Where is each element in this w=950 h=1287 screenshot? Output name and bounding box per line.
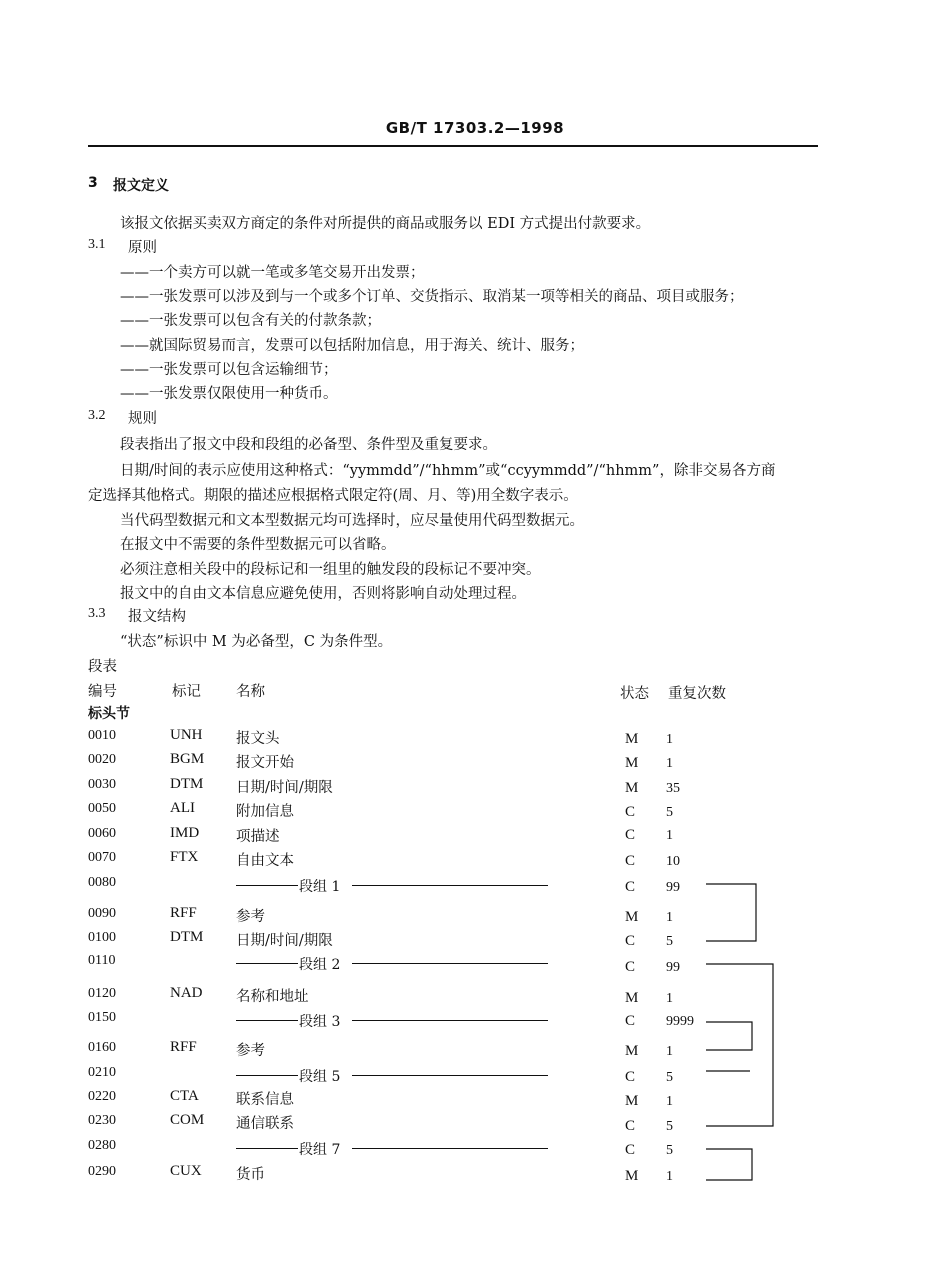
row-tag: IMD [170,825,200,841]
group-rule-left [236,1020,298,1021]
row-num: 0210 [88,1065,116,1080]
group-label: 段组 1 [299,879,341,895]
row-repeat: 5 [666,1119,673,1134]
row-num: 0150 [88,1010,116,1025]
rule-2b: 定选择其他格式。期限的描述应根据格式限定符(周、月、等)用全数字表示。 [88,488,578,504]
rule-2a: 日期/时间的表示应使用这种格式：“yymmdd”/“hhmm”或“ccyymmdd”/“hhmm”，除非交易各方商 [120,463,776,479]
principle-item: ——一张发票可以包含运输细节； [120,362,338,378]
row-name: 参考 [236,909,265,925]
group-rule-right [352,885,548,886]
row-repeat: 5 [666,805,673,820]
section-32-title: 规则 [128,411,157,427]
row-status: C [625,1142,636,1158]
rule-1: 段表指出了报文中段和段组的必备型、条件型及重复要求。 [120,437,497,453]
row-repeat: 1 [666,756,673,771]
row-repeat: 1 [666,991,673,1006]
group-rule-left [236,1075,298,1076]
section-3-title: 报文定义 [113,178,169,194]
row-status: C [625,827,636,843]
principle-item: ——一个卖方可以就一笔或多笔交易开出发票； [120,265,425,281]
row-name: 报文开始 [236,755,294,771]
row-name: 联系信息 [236,1092,294,1108]
row-num: 0230 [88,1113,116,1128]
row-num: 0090 [88,906,116,921]
group-rule-right [352,1148,548,1149]
col-header-status: 状态 [620,686,649,702]
row-tag: NAD [170,985,203,1001]
row-repeat: 1 [666,1169,673,1184]
row-num: 0030 [88,777,116,792]
row-status: C [625,804,636,820]
bracket-group-7 [706,1149,752,1180]
principle-item: ——一张发票可以涉及到与一个或多个订单、交货指示、取消某一项等相关的商品、项目或服务； [120,289,744,305]
row-num: 0100 [88,930,116,945]
group-label: 段组 5 [299,1069,341,1085]
row-repeat: 5 [666,1070,673,1085]
row-tag: ALI [170,800,195,816]
principle-item: ——一张发票仅限使用一种货币。 [120,386,338,402]
row-num: 0010 [88,728,116,743]
row-tag: UNH [170,727,203,743]
row-name: 附加信息 [236,804,294,820]
row-tag: DTM [170,776,204,792]
row-repeat: 1 [666,910,673,925]
row-status: C [625,933,636,949]
row-name: 项描述 [236,829,280,845]
col-header-repeat: 重复次数 [668,686,726,702]
row-tag: CUX [170,1163,202,1179]
row-num: 0160 [88,1040,116,1055]
page-header: GB/T 17303.2—1998 [385,119,565,137]
group-label: 段组 2 [299,957,341,973]
section-33-number: 3.3 [88,606,106,621]
row-repeat: 99 [666,960,680,975]
row-num: 0290 [88,1164,116,1179]
row-name: 名称和地址 [236,989,309,1005]
row-repeat: 1 [666,828,673,843]
section-31-number: 3.1 [88,237,106,252]
row-repeat: 10 [666,854,680,869]
group-rule-left [236,1148,298,1149]
section-32-number: 3.2 [88,408,106,423]
row-tag: COM [170,1112,205,1128]
row-repeat: 5 [666,934,673,949]
row-status: M [625,909,639,925]
header-rule [88,145,818,147]
col-header-num: 编号 [88,684,117,700]
bracket-group-1 [706,884,756,941]
bracket-group-3 [706,1022,752,1050]
rule-6: 报文中的自由文本信息应避免使用，否则将影响自动处理过程。 [120,586,526,602]
rule-3: 当代码型数据元和文本型数据元均可选择时，应尽量使用代码型数据元。 [120,513,584,529]
row-repeat: 1 [666,1094,673,1109]
rule-5: 必须注意相关段中的段标记和一组里的触发段的段标记不要冲突。 [120,562,541,578]
row-name: 日期/时间/期限 [236,933,333,949]
principle-item: ——就国际贸易而言，发票可以包括附加信息，用于海关、统计、服务； [120,338,584,354]
row-repeat: 35 [666,781,680,796]
row-tag: RFF [170,905,197,921]
row-status: C [625,879,636,895]
group-rule-left [236,885,298,886]
row-repeat: 99 [666,880,680,895]
row-name: 自由文本 [236,853,294,869]
group-rule-left [236,963,298,964]
row-num: 0050 [88,801,116,816]
section-33-title: 报文结构 [128,609,186,625]
col-header-name: 名称 [236,684,265,700]
group-rule-right [352,1075,548,1076]
group-rule-right [352,963,548,964]
row-status: M [625,1093,639,1109]
row-name: 参考 [236,1043,265,1059]
row-status: M [625,990,639,1006]
section-label-header: 标头节 [88,706,130,722]
section-3-number: 3 [88,175,98,191]
row-tag: BGM [170,751,205,767]
group-label: 段组 3 [299,1014,341,1030]
row-num: 0060 [88,826,116,841]
row-status: C [625,853,636,869]
row-num: 0080 [88,875,116,890]
intro-paragraph: 该报文依据买卖双方商定的条件对所提供的商品或服务以 EDI 方式提出付款要求。 [120,216,651,232]
principle-item: ——一张发票可以包含有关的付款条款； [120,313,381,329]
row-name: 货币 [236,1167,265,1183]
row-status: C [625,1118,636,1134]
row-num: 0120 [88,986,116,1001]
row-tag: FTX [170,849,199,865]
row-num: 0070 [88,850,116,865]
status-note: “状态”标识中 M 为必备型，C 为条件型。 [120,634,393,650]
row-status: C [625,1013,636,1029]
row-status: C [625,959,636,975]
row-name: 报文头 [236,731,280,747]
row-status: M [625,1168,639,1184]
row-name: 日期/时间/期限 [236,780,333,796]
row-repeat: 5 [666,1143,673,1158]
row-tag: CTA [170,1088,199,1104]
row-num: 0280 [88,1138,116,1153]
row-tag: DTM [170,929,204,945]
row-num: 0020 [88,752,116,767]
row-num: 0110 [88,953,116,968]
table-caption: 段表 [88,659,117,675]
col-header-tag: 标记 [172,684,201,700]
row-status: M [625,780,639,796]
section-31-title: 原则 [128,240,157,256]
row-status: M [625,1043,639,1059]
row-repeat: 1 [666,1044,673,1059]
row-status: M [625,755,639,771]
row-repeat: 1 [666,732,673,747]
group-rule-right [352,1020,548,1021]
group-label: 段组 7 [299,1142,341,1158]
row-tag: RFF [170,1039,197,1055]
row-repeat: 9999 [666,1014,694,1029]
row-name: 通信联系 [236,1116,294,1132]
bracket-group-2 [706,964,773,1126]
row-num: 0220 [88,1089,116,1104]
row-status: C [625,1069,636,1085]
row-status: M [625,731,639,747]
rule-4: 在报文中不需要的条件型数据元可以省略。 [120,537,396,553]
